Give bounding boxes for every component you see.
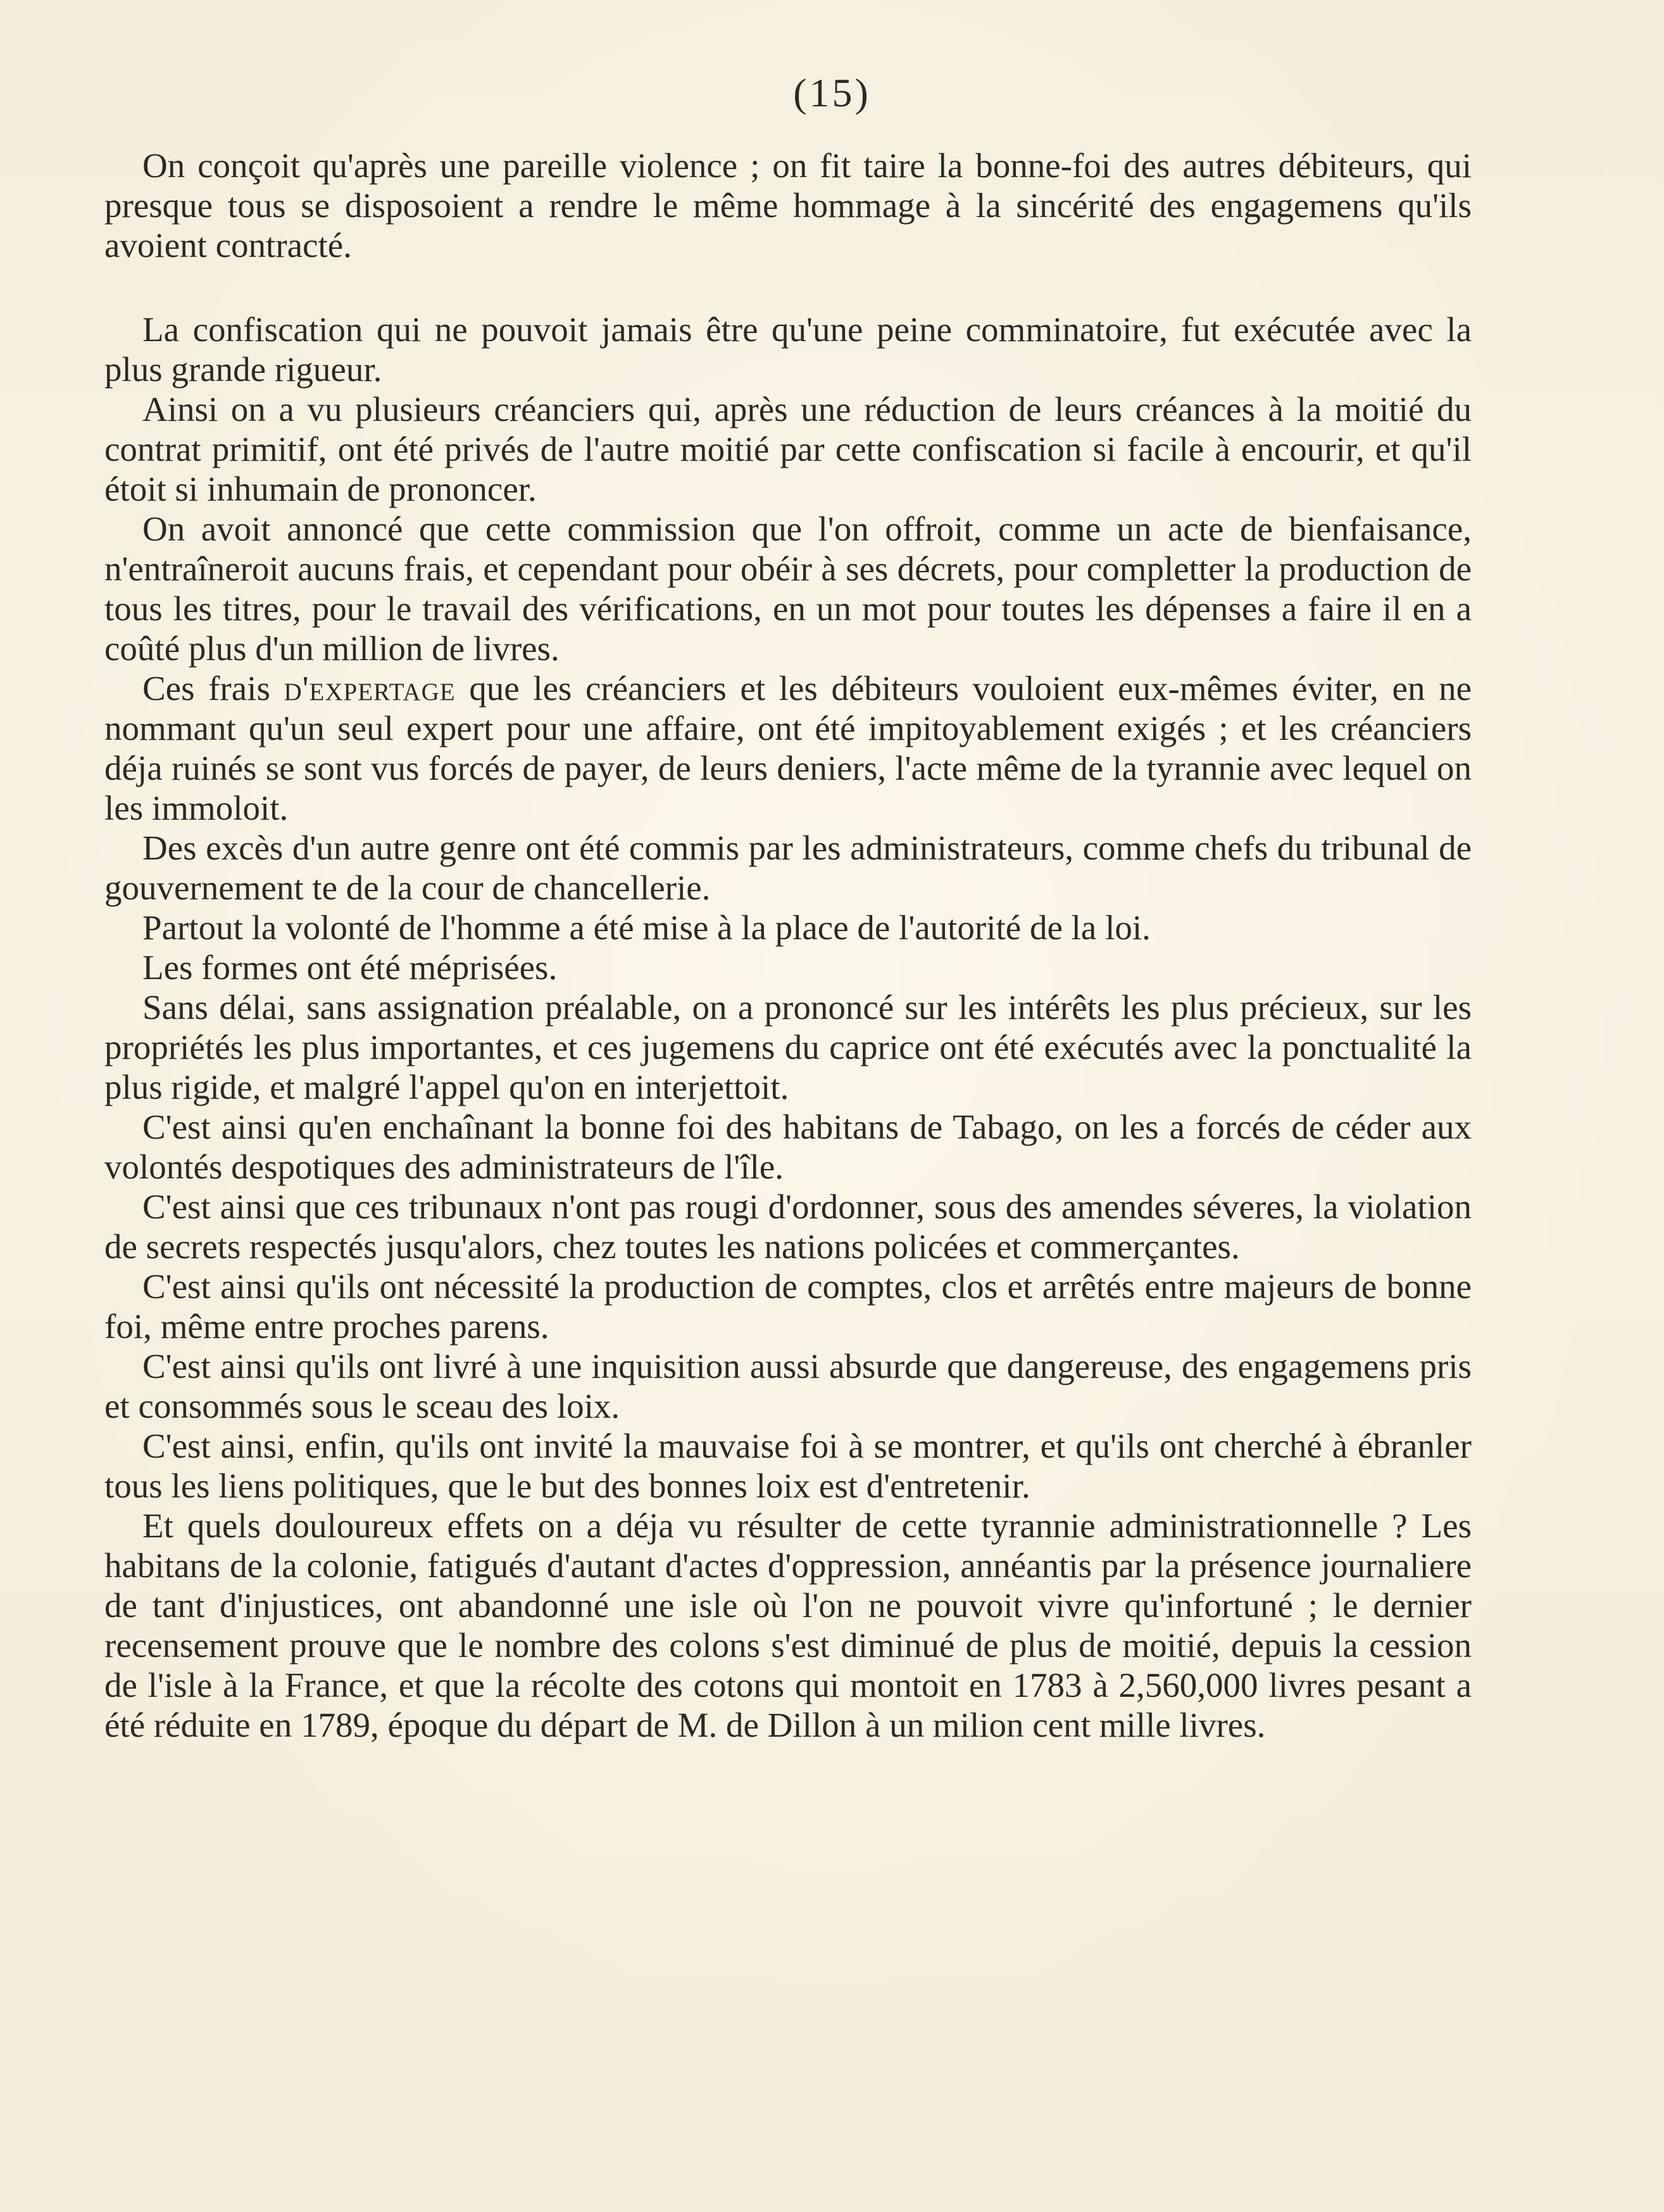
expertage-smallcaps: d'expertage	[284, 669, 456, 708]
paragraph-text: Ces frais	[142, 669, 284, 708]
paragraph: Partout la volonté de l'homme a été mise à la place de l'autorité de la loi.	[142, 908, 1151, 947]
paragraph: C'est ainsi qu'ils ont livré à une inquisition aussi absurde que dangereuse, des engagemens pris et consommés sous le sceau des loix.	[104, 1347, 1472, 1425]
paragraph: C'est ainsi que ces tribunaux n'ont pas rougi d'ordonner, sous des amendes séveres, la violation de secrets respectés jusqu'alors, chez toutes les nations policées et commerçantes.	[104, 1187, 1472, 1266]
paragraph: On conçoit qu'après une pareille violence ; on fit taire la bonne-foi des autres débiteurs, qui presque tous se disposoient a rendre le même hommage à la sincérité des engagemens qu'ils avoient contracté.	[104, 146, 1472, 265]
paragraph: Et quels douloureux effets on a déja vu résulter de cette tyrannie administrationnelle ? Les habitans de la colonie, fatigués d'autant d'actes d'oppression, annéantis par la présence journaliere de tant d'injustices, ont abandonné une isle où l'on ne pouvoit vivre qu'infortuné ; le dernier recensement prouve que le nombre des colons s'est diminué de plus de moitié, depuis la cession de l'isle à la France, et que la récolte des cotons qui montoit en 1783 à 2,560,000 livres pesant a été réduite en 1789, époque du départ de M. de Dillon à un milion cent mille livres.	[104, 1506, 1472, 1744]
paragraph	[104, 668, 1472, 828]
paragraph: Ainsi on a vu plusieurs créanciers qui, après une réduction de leurs créances à la moitié du contrat primitif, ont été privés de l'autre moitié par cette confiscation si facile à encourir, et qu'il étoit si inhumain de prononcer.	[104, 390, 1472, 508]
page-number: (15)	[793, 70, 871, 115]
paragraph: C'est ainsi qu'en enchaînant la bonne foi des habitans de Tabago, on les a forcés de céder aux volontés despotiques des administrateurs de l'île.	[104, 1108, 1472, 1186]
paragraph: La confiscation qui ne pouvoit jamais être qu'une peine comminatoire, fut exécutée avec la plus grande rigueur.	[104, 310, 1472, 389]
paragraph: On avoit annoncé que cette commission que l'on offroit, comme un acte de bienfaisance, n'entraîneroit aucuns frais, et cependant pour obéir à ses décrets, pour completter la production de tous les titres, pour le travail des vérifications, en un mot pour toutes les dépenses a faire il en a coûté plus d'un million de livres.	[104, 509, 1472, 668]
paragraph: C'est ainsi qu'ils ont nécessité la production de comptes, clos et arrêtés entre majeurs de bonne foi, même entre proches parens.	[104, 1267, 1472, 1346]
paragraph-text: que les créanciers et les débiteurs vouloient eux-mêmes éviter, en ne nommant qu'un seul expert pour une affaire, ont été impitoyablement exigés ; et les créanciers déja ruinés se sont vus forcés de payer, de leurs deniers, l'acte même de la tyrannie avec lequel on les immoloit.	[104, 669, 1472, 827]
body-text	[104, 146, 1472, 1745]
paragraph: Les formes ont été méprisées.	[142, 948, 558, 987]
paragraph: Sans délai, sans assignation préalable, on a prononcé sur les intérêts les plus précieux, sur les propriétés les plus importantes, et ces jugemens du caprice ont été exécutés avec la ponctualité la plus rigide, et malgré l'appel qu'on en interjettoit.	[104, 988, 1472, 1106]
paragraph: Des excès d'un autre genre ont été commis par les administrateurs, comme chefs du tribunal de gouvernement te de la cour de chancellerie.	[104, 828, 1472, 907]
paragraph: C'est ainsi, enfin, qu'ils ont invité la mauvaise foi à se montrer, et qu'ils ont cherché à ébranler tous les liens politiques, que le but des bonnes loix est d'entretenir.	[104, 1427, 1472, 1505]
